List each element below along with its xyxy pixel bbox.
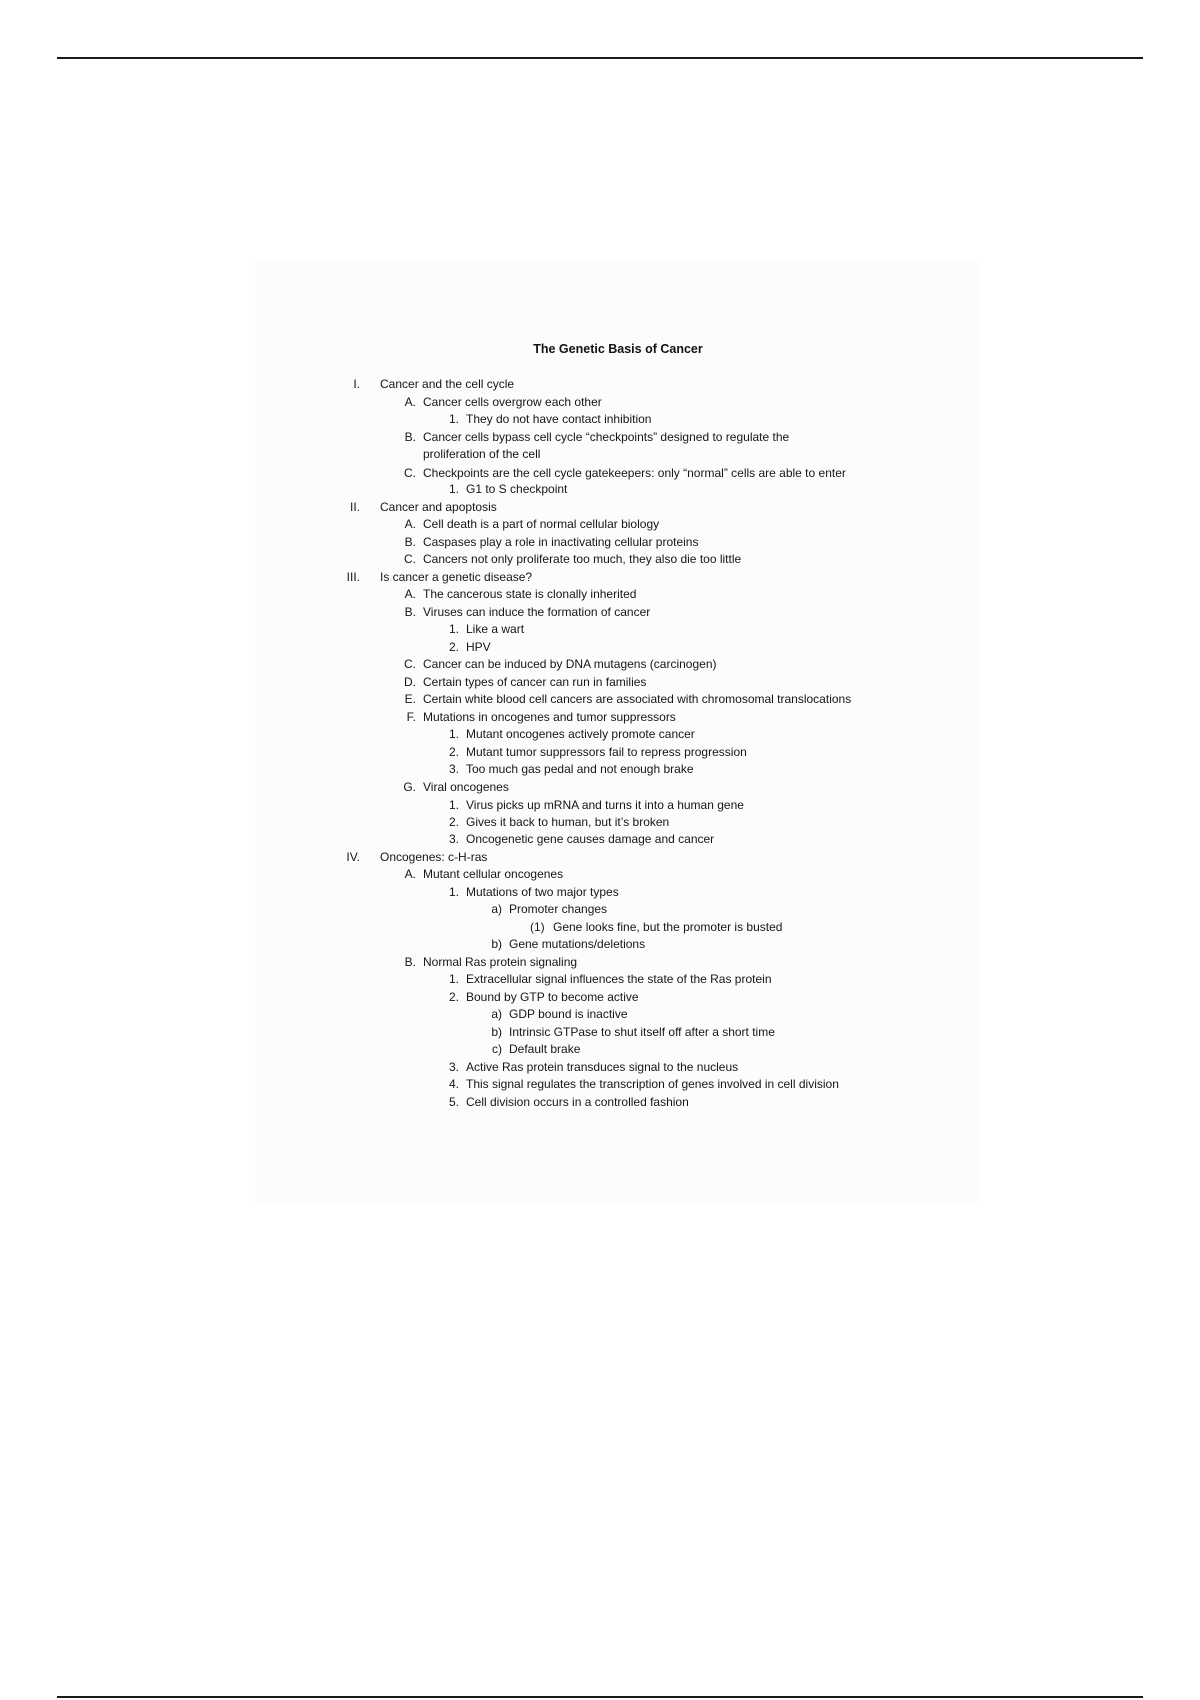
outline-item-text: Too much gas pedal and not enough brake <box>466 762 694 776</box>
outline-item-text: Promoter changes <box>509 902 608 916</box>
outline-marker: 5. <box>448 1095 459 1109</box>
outline-item-text: proliferation of the cell <box>423 447 541 461</box>
outline-item-text: Gives it back to human, but it’s broken <box>466 815 670 829</box>
outline-item-text: Cell division occurs in a controlled fashion <box>466 1095 689 1109</box>
outline-item-text: Normal Ras protein signaling <box>423 955 578 969</box>
outline-item-text: Intrinsic GTPase to shut itself off after a short time <box>509 1025 775 1039</box>
outline-item-text: Mutations in oncogenes and tumor suppressors <box>423 710 676 724</box>
outline-marker: 1. <box>448 727 459 741</box>
outline-marker: b) <box>491 1025 502 1039</box>
outline-marker: 3. <box>448 1060 459 1074</box>
outline-item-text: Cancer cells bypass cell cycle “checkpoints” designed to regulate the <box>423 430 790 444</box>
outline-marker: 3. <box>448 832 459 846</box>
top-rule <box>57 57 1143 59</box>
outline-item-text: Viruses can induce the formation of cancer <box>423 605 651 619</box>
outline-marker: 2. <box>448 640 459 654</box>
outline-item-text: They do not have contact inhibition <box>466 412 652 426</box>
outline-marker: III. <box>346 570 360 584</box>
outline-item-text: Default brake <box>509 1042 581 1056</box>
outline-marker: c) <box>492 1042 502 1056</box>
outline-marker: B. <box>404 955 416 969</box>
outline-marker: B. <box>404 605 416 619</box>
outline-marker: 2. <box>448 990 459 1004</box>
outline-marker: C. <box>404 657 416 671</box>
outline-item-text: Cell death is a part of normal cellular biology <box>423 517 660 531</box>
outline-marker: 1. <box>448 622 459 636</box>
outline-item-text: Caspases play a role in inactivating cellular proteins <box>423 535 699 549</box>
outline-marker: F. <box>406 710 416 724</box>
outline-item-text: This signal regulates the transcription of genes involved in cell division <box>466 1077 839 1091</box>
outline-marker: 1. <box>448 885 459 899</box>
outline-marker: D. <box>404 675 416 689</box>
outline-marker: 2. <box>448 745 459 759</box>
outline-marker: II. <box>349 500 360 514</box>
outline-marker: (1) <box>530 920 545 934</box>
outline-item-text: The cancerous state is clonally inherited <box>423 587 637 601</box>
outline-marker: I. <box>353 377 360 391</box>
outline-item-text: Gene looks fine, but the promoter is busted <box>553 920 783 934</box>
outline-marker: 1. <box>448 798 459 812</box>
outline-marker: A. <box>404 587 416 601</box>
outline-marker: E. <box>404 692 416 706</box>
outline-item-text: Active Ras protein transduces signal to the nucleus <box>466 1060 739 1074</box>
outline-item-text: Virus picks up mRNA and turns it into a human gene <box>466 798 744 812</box>
outline-marker: B. <box>404 430 416 444</box>
outline-item-text: Checkpoints are the cell cycle gatekeepers: only “normal” cells are able to enter <box>423 466 846 480</box>
outline-marker: B. <box>404 535 416 549</box>
outline-marker: 1. <box>448 412 459 426</box>
outline-item-text: Bound by GTP to become active <box>466 990 639 1004</box>
outline-item-text: Mutant oncogenes actively promote cancer <box>466 727 695 741</box>
outline-marker: a) <box>491 1007 502 1021</box>
outline-item-text: Cancer cells overgrow each other <box>423 395 602 409</box>
document-title: The Genetic Basis of Cancer <box>533 342 703 356</box>
outline-marker: 1. <box>448 972 459 986</box>
outline-marker: C. <box>404 466 416 480</box>
outline-marker: b) <box>491 937 502 951</box>
outline-item-text: Oncogenes: c-H-ras <box>380 850 488 864</box>
outline-item-text: Oncogenetic gene causes damage and cancer <box>466 832 715 846</box>
outline-item-text: Cancers not only proliferate too much, they also die too little <box>423 552 742 566</box>
outline-item-text: Cancer and the cell cycle <box>380 377 515 391</box>
outline-item-text: Mutant cellular oncogenes <box>423 867 564 881</box>
outline-item-text: Gene mutations/deletions <box>509 937 646 951</box>
outline-marker: 2. <box>448 815 459 829</box>
outline-item-text: Cancer and apoptosis <box>380 500 497 514</box>
outline-marker: IV. <box>346 850 360 864</box>
outline-item-text: HPV <box>466 640 491 654</box>
bottom-rule <box>57 1696 1143 1698</box>
outline-item-text: Is cancer a genetic disease? <box>380 570 533 584</box>
outline-item-text: Mutant tumor suppressors fail to repress progression <box>466 745 747 759</box>
outline-marker: A. <box>404 517 416 531</box>
outline-item-text: Certain white blood cell cancers are associated with chromosomal translocations <box>423 692 852 706</box>
outline-item-text: Viral oncogenes <box>423 780 509 794</box>
outline-marker: 3. <box>448 762 459 776</box>
outline-marker: C. <box>404 552 416 566</box>
outline-marker: a) <box>491 902 502 916</box>
outline-item-text: Certain types of cancer can run in families <box>423 675 647 689</box>
outline-marker: A. <box>404 867 416 881</box>
outline-marker: A. <box>404 395 416 409</box>
outline-marker: 4. <box>448 1077 459 1091</box>
outline-item-text: Cancer can be induced by DNA mutagens (carcinogen) <box>423 657 717 671</box>
outline-item-text: GDP bound is inactive <box>509 1007 628 1021</box>
outline-item-text: Like a wart <box>466 622 525 636</box>
outline-item-text: G1 to S checkpoint <box>466 482 568 496</box>
outline-marker: G. <box>403 780 416 794</box>
outline-item-text: Mutations of two major types <box>466 885 619 899</box>
outline-item-text: Extracellular signal influences the state of the Ras protein <box>466 972 772 986</box>
outline-marker: 1. <box>448 482 459 496</box>
